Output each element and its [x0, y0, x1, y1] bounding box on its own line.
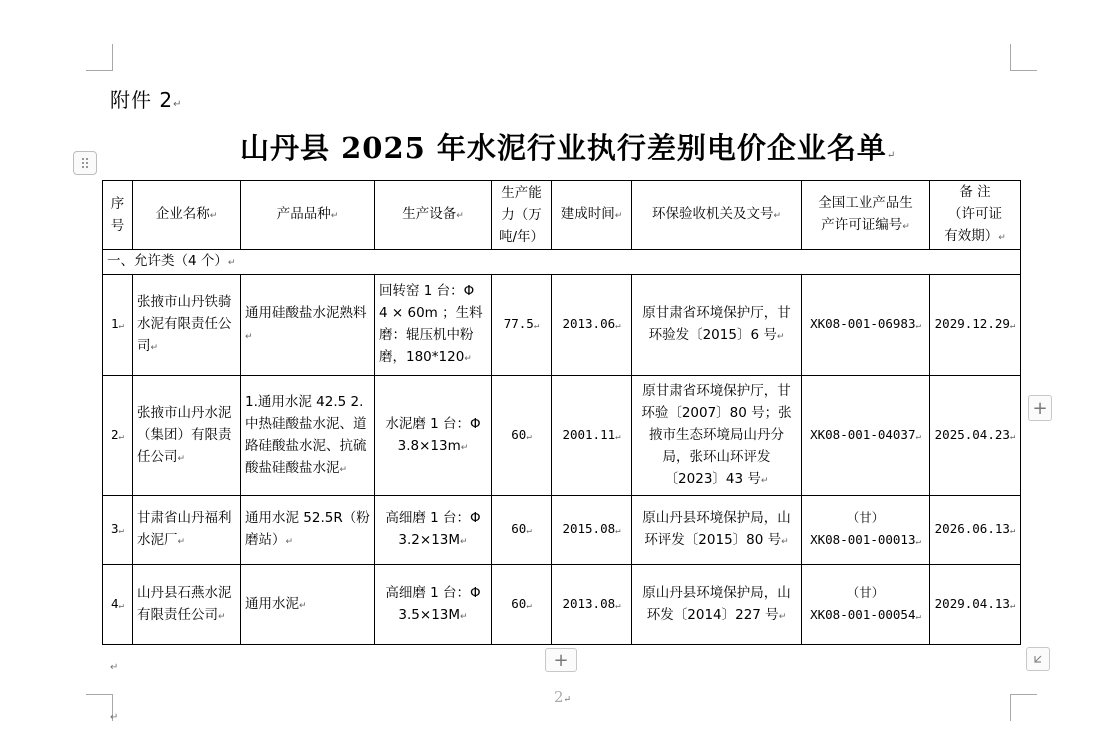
cell-seq: 4↵	[103, 565, 133, 645]
cell-seq: 3↵	[103, 496, 133, 565]
plus-icon: +	[553, 649, 569, 671]
table-resize-handle[interactable]	[1026, 647, 1050, 671]
cell-company: 张掖市山丹水泥（集团）有限责任公司↵	[133, 376, 241, 496]
header-product: 产品品种↵	[241, 181, 375, 250]
table-row	[103, 565, 1021, 645]
cell-equipment: 高细磨 1 台：Φ 3.2×13M↵	[375, 496, 492, 565]
header-seq: 序 号	[103, 181, 133, 250]
cell-seq: 1↵	[103, 275, 133, 376]
cell-license: XK08-001-06983↵	[802, 275, 930, 376]
cell-env: 原山丹县环境保护局，山环发〔2014〕227 号↵	[632, 565, 802, 645]
header-built: 建成时间↵	[552, 181, 632, 250]
add-column-button[interactable]	[545, 648, 577, 672]
cell-company: 山丹县石燕水泥有限责任公司↵	[133, 565, 241, 645]
document-title: 山丹县 2025 年水泥行业执行差别电价企业名单↵	[240, 131, 897, 165]
cell-license: （甘） XK08-001-00054↵	[802, 565, 930, 645]
cell-built: 2013.06↵	[552, 275, 632, 376]
cell-remark: 2029.04.13↵	[930, 565, 1021, 645]
cell-equipment: 水泥磨 1 台：Φ 3.8×13m↵	[375, 376, 492, 496]
cell-remark: 2025.04.23↵	[930, 376, 1021, 496]
cell-seq: 2↵	[103, 376, 133, 496]
header-company: 企业名称↵	[133, 181, 241, 250]
section-label: 一、允许类（4 个）↵	[103, 250, 1021, 275]
cell-capacity: 60↵	[492, 565, 552, 645]
cell-env: 原甘肃省环境保护厅，甘环验〔2007〕80 号；张掖市生态环境局山丹分局，张环山环评发〔2023〕43 号↵	[632, 376, 802, 496]
page-number: 2↵	[554, 688, 572, 706]
cell-built: 2001.11↵	[552, 376, 632, 496]
cell-capacity: 77.5↵	[492, 275, 552, 376]
cell-capacity: 60↵	[492, 376, 552, 496]
header-license: 全国工业产品生 产许可证编号↵	[802, 181, 930, 250]
cell-product: 通用水泥↵	[241, 565, 375, 645]
table-move-handle-icon[interactable]	[73, 151, 97, 175]
cell-built: 2015.08↵	[552, 496, 632, 565]
attachment-label: 附件 2↵	[110, 88, 183, 112]
cell-built: 2013.08↵	[552, 565, 632, 645]
enterprise-table	[102, 180, 1021, 645]
cell-equipment: 回转窑 1 台：Φ 4 × 60m ；生料磨：辊压机中粉磨，180*120↵	[375, 275, 492, 376]
cell-equipment: 高细磨 1 台：Φ 3.5×13M↵	[375, 565, 492, 645]
table-row	[103, 496, 1021, 565]
cell-company: 甘肃省山丹福利水泥厂↵	[133, 496, 241, 565]
cell-env: 原甘肃省环境保护厅，甘环验发〔2015〕6 号↵	[632, 275, 802, 376]
crop-mark-bottom-left	[86, 694, 113, 721]
header-env: 环保验收机关及文号↵	[632, 181, 802, 250]
cell-company: 张掖市山丹铁骑水泥有限责任公司↵	[133, 275, 241, 376]
section-row	[103, 250, 1021, 275]
cell-product: 通用水泥 52.5R（粉磨站）↵	[241, 496, 375, 565]
table-row	[103, 275, 1021, 376]
table-header-row	[103, 181, 1021, 250]
cell-remark: 2029.12.29↵	[930, 275, 1021, 376]
cell-license: XK08-001-04037↵	[802, 376, 930, 496]
plus-icon: +	[1032, 397, 1048, 419]
paragraph-mark: ↵	[110, 662, 119, 673]
header-remark: 备 注 （许可证 有效期）↵	[930, 181, 1021, 250]
cell-license: （甘） XK08-001-00013↵	[802, 496, 930, 565]
resize-icon	[1032, 653, 1044, 665]
cell-remark: 2026.06.13↵	[930, 496, 1021, 565]
cell-product: 通用硅酸盐水泥熟料↵	[241, 275, 375, 376]
header-equipment: 生产设备↵	[375, 181, 492, 250]
header-capacity: 生产能 力（万 吨/年）	[492, 181, 552, 250]
table-row	[103, 376, 1021, 496]
cell-env: 原山丹县环境保护局，山环评发〔2015〕80 号↵	[632, 496, 802, 565]
add-row-button[interactable]	[1028, 395, 1052, 421]
cell-product: 1.通用水泥 42.5 2.中热硅酸盐水泥、道路硅酸盐水泥、抗硫酸盐硅酸盐水泥↵	[241, 376, 375, 496]
paragraph-mark: ↵	[110, 712, 119, 723]
cell-capacity: 60↵	[492, 496, 552, 565]
crop-mark-top-left	[86, 44, 113, 71]
crop-mark-top-right	[1010, 44, 1037, 71]
crop-mark-bottom-right	[1010, 694, 1037, 721]
